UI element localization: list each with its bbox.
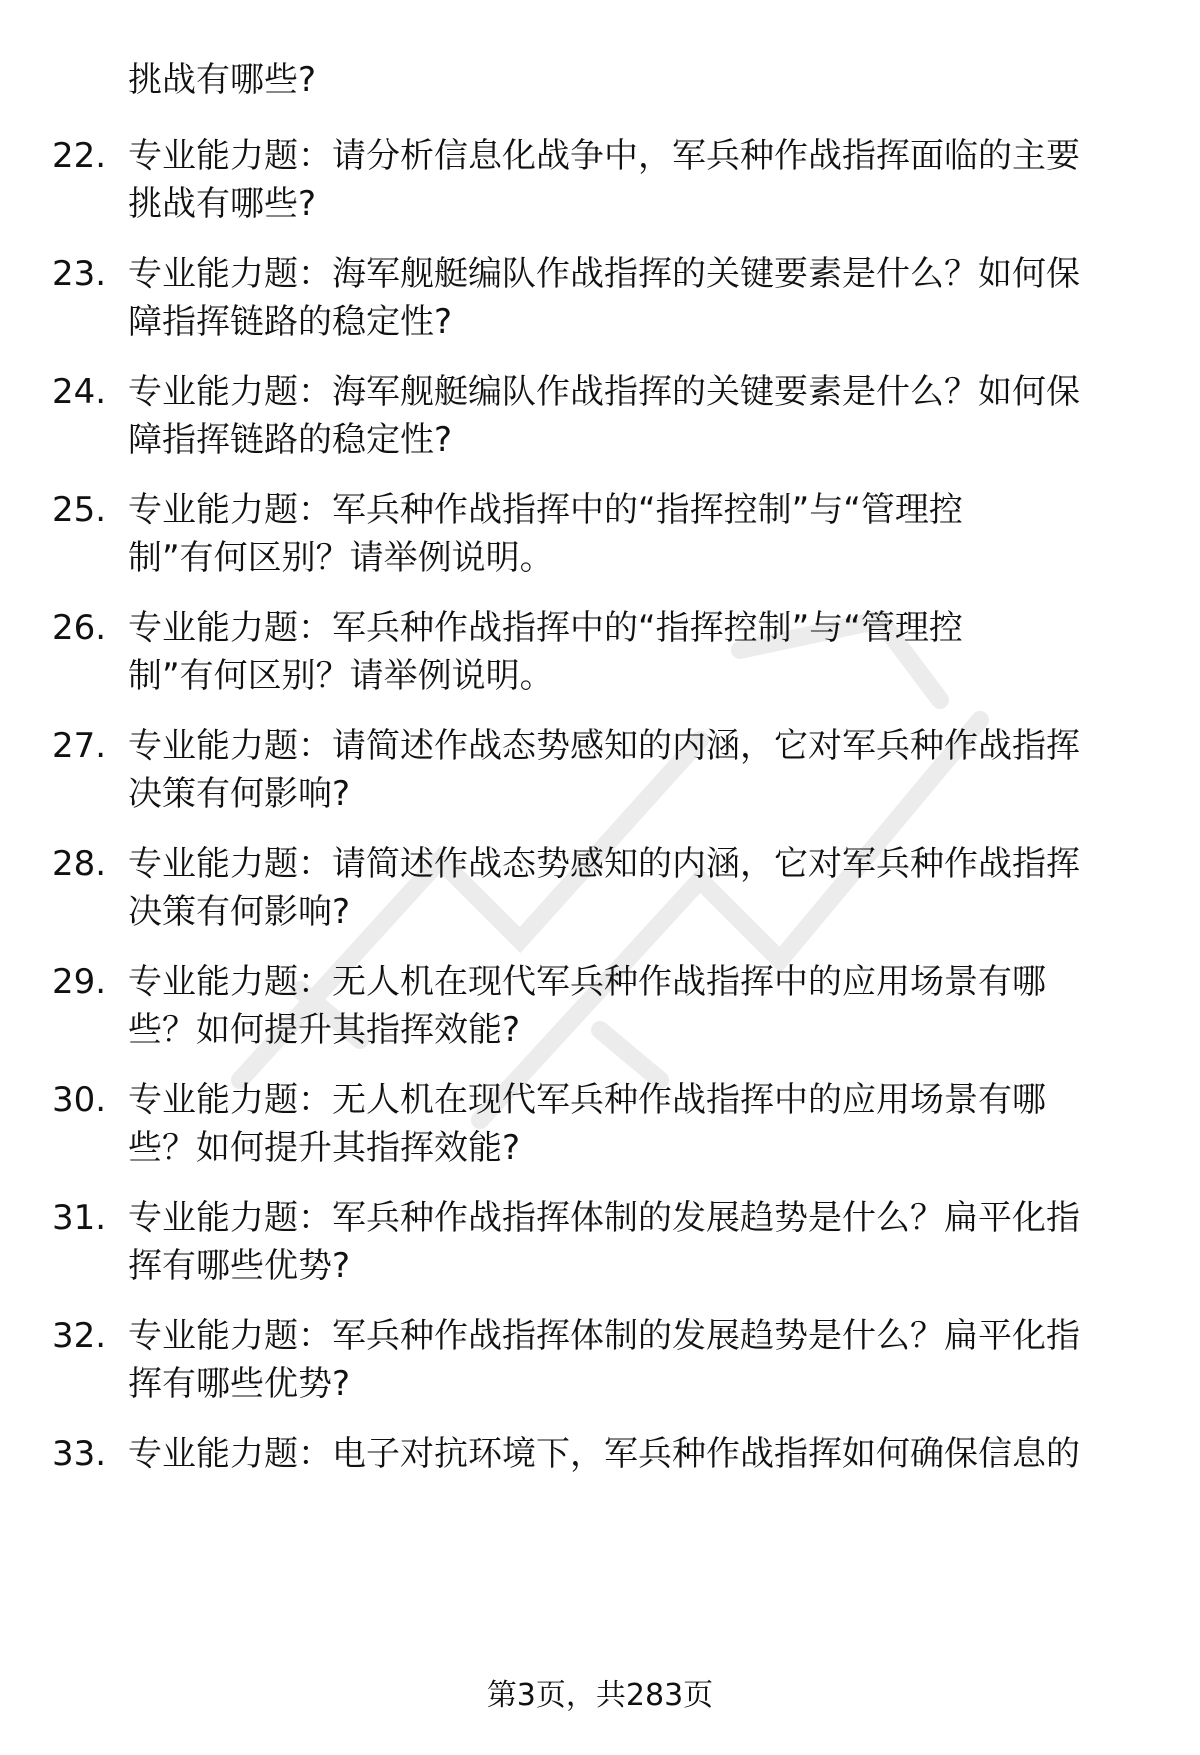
question-text-line: 决策有何影响?: [128, 892, 351, 932]
question-text-line: 挥有哪些优势?: [128, 1364, 351, 1404]
question-number: 24.: [52, 372, 107, 412]
question-number: 28.: [52, 844, 107, 884]
question-text-line: 专业能力题：海军舰艇编队作战指挥的关键要素是什么？如何保: [128, 372, 1080, 412]
question-number: 29.: [52, 962, 107, 1002]
question-text-line: 专业能力题：请分析信息化战争中，军兵种作战指挥面临的主要: [128, 136, 1080, 176]
question-text-line: 决策有何影响?: [128, 774, 351, 814]
question-text-line: 挥有哪些优势?: [128, 1246, 351, 1286]
question-text-line: 专业能力题：军兵种作战指挥体制的发展趋势是什么？扁平化指: [128, 1316, 1080, 1356]
question-text-line: 专业能力题：海军舰艇编队作战指挥的关键要素是什么？如何保: [128, 254, 1080, 294]
question-text-line: 专业能力题：军兵种作战指挥体制的发展趋势是什么？扁平化指: [128, 1198, 1080, 1238]
question-text-line: 专业能力题：无人机在现代军兵种作战指挥中的应用场景有哪: [128, 1080, 1046, 1120]
question-text-line: 制”有何区别？请举例说明。: [128, 656, 554, 696]
question-number: 25.: [52, 490, 107, 530]
question-text-line: 些？如何提升其指挥效能?: [128, 1128, 521, 1168]
question-number: 26.: [52, 608, 107, 648]
question-number: 32.: [52, 1316, 107, 1356]
question-text-line: 障指挥链路的稳定性?: [128, 420, 453, 460]
question-number: 27.: [52, 726, 107, 766]
question-text-line: 挑战有哪些?: [128, 184, 317, 224]
question-text-line: 制”有何区别？请举例说明。: [128, 538, 554, 578]
question-text-line: 专业能力题：请简述作战态势感知的内涵，它对军兵种作战指挥: [128, 844, 1080, 884]
question-number: 30.: [52, 1080, 107, 1120]
question-text-line: 专业能力题：电子对抗环境下，军兵种作战指挥如何确保信息的: [128, 1434, 1080, 1474]
question-number: 33.: [52, 1434, 107, 1474]
question-text-line: 专业能力题：请简述作战态势感知的内涵，它对军兵种作战指挥: [128, 726, 1080, 766]
question-text-line: 障指挥链路的稳定性?: [128, 302, 453, 342]
question-text-line: 专业能力题：军兵种作战指挥中的“指挥控制”与“管理控: [128, 608, 963, 648]
question-number: 23.: [52, 254, 107, 294]
question-text-line: 专业能力题：军兵种作战指挥中的“指挥控制”与“管理控: [128, 490, 963, 530]
question-text-line: 专业能力题：无人机在现代军兵种作战指挥中的应用场景有哪: [128, 962, 1046, 1002]
question-number: 31.: [52, 1198, 107, 1238]
page-footer: 第3页，共283页: [486, 1678, 714, 1713]
question-text-line: 些？如何提升其指挥效能?: [128, 1010, 521, 1050]
continuation-text: 挑战有哪些?: [128, 60, 317, 100]
question-number: 22.: [52, 136, 107, 176]
